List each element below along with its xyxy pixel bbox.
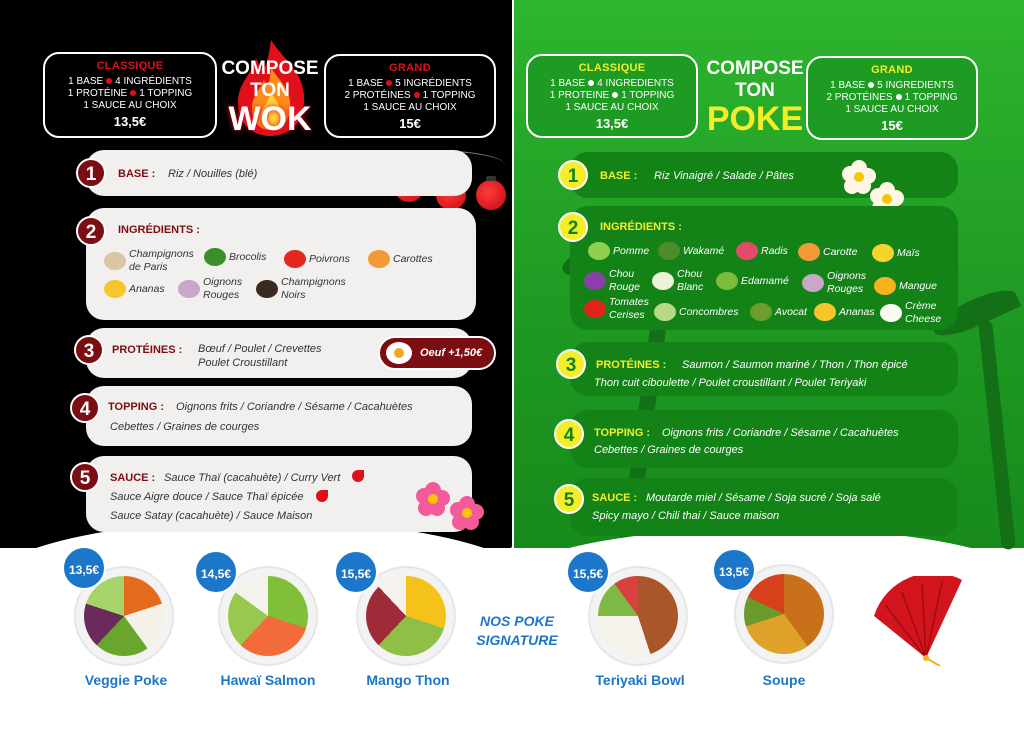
step-text: Spicy mayo / Chili thai / Sauce maison (592, 510, 780, 522)
chili-icon (352, 470, 364, 482)
seaweed-icon (658, 242, 680, 260)
step-text: Cebettes / Graines de courges (110, 421, 260, 433)
ingredient-item: Crème Cheese (880, 300, 950, 326)
step-number: 1 (558, 160, 588, 190)
price-badge: 14,5€ (194, 550, 238, 594)
step-text: Moutarde miel / Sésame / Soja sucré / Soja salé (646, 492, 881, 504)
wok-grand-box (324, 54, 496, 138)
size-base: 1 BASE (68, 76, 104, 87)
hibiscus-flower-icon (450, 496, 484, 530)
dot-icon (588, 80, 594, 86)
step-number: 1 (76, 158, 106, 188)
step-label: PROTÉINES : (112, 344, 183, 356)
size-sauce: 1 SAUCE AU CHOIX (363, 102, 457, 113)
step-label: INGRÉDIENTS : (600, 221, 682, 233)
compose-line2: TON (250, 80, 290, 101)
ingredient-item: Avocat (750, 303, 814, 321)
price-badge: 15,5€ (566, 550, 610, 594)
step-text: Riz Vinaigré / Salade / Pâtes (654, 170, 794, 182)
ingredient-item: Radis (736, 242, 800, 260)
size-price: 13,5€ (113, 114, 147, 129)
ingredient-item: Ananas (814, 303, 880, 321)
step-label: BASE : (118, 168, 156, 180)
carrot-icon (368, 250, 390, 268)
radish-icon (736, 242, 758, 260)
ingredient-item: Chou Rouge (584, 268, 650, 294)
ingredient-item: Champignons de Paris (104, 248, 204, 274)
size-ingredients: 5 INGRÉDIENTS (395, 78, 472, 89)
size-title: GRAND (871, 64, 913, 76)
ingredient-item: Oignons Rouges (178, 276, 258, 302)
ingredient-item: Oignons Rouges (802, 270, 874, 296)
step-text: Oignons frits / Coriandre / Sésame / Cacahuètes (662, 427, 899, 439)
ingredient-item: Edamamé (716, 272, 804, 290)
poke-compose-title (700, 58, 810, 136)
step-text: Cebettes / Graines de courges (594, 444, 744, 456)
dot-icon (386, 80, 392, 86)
size-title: CLASSIQUE (578, 62, 646, 74)
compose-line2: TON (735, 80, 775, 101)
step-number: 5 (70, 462, 100, 492)
dot-icon (106, 78, 112, 84)
fried-egg-icon (386, 342, 412, 364)
step-text: Bœuf / Poulet / Crevettes Poulet Croustillant (198, 343, 322, 369)
step-number: 4 (554, 419, 584, 449)
dot-icon (612, 92, 618, 98)
cucumber-icon (654, 303, 676, 321)
ingredient-item: Carotte (798, 243, 872, 261)
step-number: 5 (554, 484, 584, 514)
wok-classique-box (43, 52, 217, 138)
step-label: PROTÉINES : (596, 359, 667, 371)
step-number: 2 (76, 216, 106, 246)
black-mushroom-icon (256, 280, 278, 298)
ingredient-item: Carottes (368, 250, 458, 268)
size-sauce: 1 SAUCE AU CHOIX (83, 100, 177, 111)
cream-cheese-icon (880, 304, 902, 322)
ingredient-item: Tomates Cerises (584, 296, 658, 322)
dish-name: Hawaï Salmon (220, 672, 316, 688)
ingredient-item: Chou Blanc (652, 268, 716, 294)
step-label: INGRÉDIENTS : (118, 224, 200, 236)
size-price: 13,5€ (595, 116, 629, 131)
poke-grand-box (806, 56, 978, 140)
size-proteine: 1 PROTÉINE (67, 88, 128, 99)
tomato-icon (584, 300, 606, 318)
compose-line1: COMPOSE (706, 58, 804, 79)
size-proteine: 1 PROTEINE (549, 90, 610, 101)
step-number: 4 (70, 393, 100, 423)
step-text: Riz / Nouilles (blé) (168, 168, 258, 180)
onion-icon (178, 280, 200, 298)
dish-name: Teriyaki Bowl (595, 672, 685, 688)
carrot-icon (798, 243, 820, 261)
compose-poke: POKE (706, 100, 804, 138)
size-proteine: 2 PROTÉINES (826, 92, 893, 103)
step-number: 3 (556, 349, 586, 379)
dot-icon (414, 92, 420, 98)
ingredient-item: Pomme (588, 242, 658, 260)
broccoli-icon (204, 248, 226, 266)
avocado-icon (750, 303, 772, 321)
step-label: BASE : (600, 170, 638, 182)
ingredient-item: Mangue (874, 277, 948, 295)
edamame-icon (716, 272, 738, 290)
step-label: SAUCE : (110, 472, 156, 484)
step-label: TOPPING : (594, 427, 651, 439)
step-text: Sauce Thaï (cacahuète) / Curry Vert (164, 472, 341, 484)
size-base: 1 BASE (348, 78, 384, 89)
step-text: Sauce Satay (cacahuète) / Sauce Maison (110, 510, 313, 522)
dish-name: Mango Thon (366, 672, 450, 688)
size-base: 1 BASE (830, 80, 866, 91)
ingredient-item: Poivrons (284, 250, 368, 268)
pepper-icon (284, 250, 306, 268)
dot-icon (130, 90, 136, 96)
mango-icon (874, 277, 896, 295)
step-number: 2 (558, 212, 588, 242)
egg-extra-badge: Oeuf +1,50€ (378, 336, 496, 370)
size-sauce: 1 SAUCE AU CHOIX (845, 104, 939, 115)
price-badge: 13,5€ (712, 548, 756, 592)
size-topping: 1 TOPPING (904, 92, 958, 103)
dish-name: Soupe (762, 672, 806, 688)
price-badge: 15,5€ (334, 550, 378, 594)
wok-step-topping (86, 386, 472, 446)
size-ingredients: 4 INGREDIENTS (597, 78, 674, 89)
step-text: Saumon / Saumon mariné / Thon / Thon épicé (682, 359, 908, 371)
step-label: TOPPING : (108, 401, 165, 413)
lantern-icon (476, 180, 506, 210)
step-text: Thon cuit ciboulette / Poulet croustillant / Poulet Teriyaki (594, 377, 867, 389)
step-label: SAUCE : (592, 492, 638, 504)
size-base: 1 BASE (550, 78, 586, 89)
size-title: CLASSIQUE (96, 60, 164, 72)
hibiscus-flower-icon (416, 482, 450, 516)
ingredient-item: Ananas (104, 280, 180, 298)
size-ingredients: 4 INGRÉDIENTS (115, 76, 192, 87)
dish-name: Veggie Poke (84, 672, 168, 688)
dot-icon (868, 82, 874, 88)
white-cabbage-icon (652, 272, 674, 290)
compose-wok: WOK (228, 100, 312, 138)
ingredient-item: Concombres (654, 303, 750, 321)
size-price: 15€ (881, 118, 903, 133)
poke-classique-box (526, 54, 698, 138)
dot-icon (896, 94, 902, 100)
ingredient-item: Brocolis (204, 248, 284, 266)
size-sauce: 1 SAUCE AU CHOIX (565, 102, 659, 113)
compose-line1: COMPOSE (221, 58, 319, 79)
size-price: 15€ (399, 116, 421, 131)
chinese-fan-icon (866, 576, 976, 666)
step-text: Oignons frits / Coriandre / Sésame / Cacahuètes (176, 401, 413, 413)
step-number: 3 (74, 335, 104, 365)
chili-icon (316, 490, 328, 502)
signature-title: NOS POKE SIGNATURE (476, 613, 558, 648)
size-ingredients: 5 INGREDIENTS (877, 80, 954, 91)
size-title: GRAND (389, 62, 431, 74)
pineapple-icon (104, 280, 126, 298)
apple-icon (588, 242, 610, 260)
size-topping: 1 TOPPING (139, 88, 193, 99)
mushroom-icon (104, 252, 126, 270)
size-topping: 1 TOPPING (422, 90, 476, 101)
red-cabbage-icon (584, 272, 606, 290)
onion-icon (802, 274, 824, 292)
pineapple-icon (814, 303, 836, 321)
ingredient-item: Wakamé (658, 242, 734, 260)
ingredient-item: Champignons Noirs (256, 276, 376, 302)
size-proteine: 2 PROTÉINES (344, 90, 411, 101)
step-text: Sauce Aigre douce / Sauce Thaï épicée (110, 491, 304, 503)
wok-compose-title (214, 58, 326, 136)
price-badge: 13,5€ (62, 546, 106, 590)
corn-icon (872, 244, 894, 262)
ingredient-item: Maïs (872, 244, 936, 262)
size-topping: 1 TOPPING (621, 90, 675, 101)
